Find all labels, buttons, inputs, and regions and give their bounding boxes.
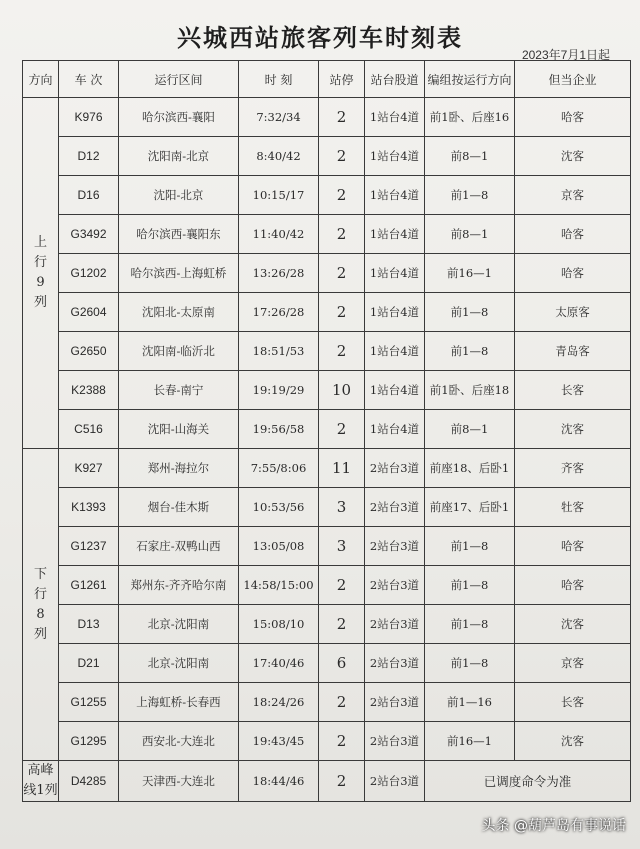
direction-label-part: 上 bbox=[33, 235, 47, 250]
operator-company: 哈客 bbox=[515, 566, 631, 605]
stop-minutes: 2 bbox=[319, 722, 365, 761]
direction-label-part: 9 bbox=[36, 275, 45, 290]
route-cell: 郑州-海拉尔 bbox=[119, 449, 239, 488]
route-cell: 沈阳北-太原南 bbox=[119, 293, 239, 332]
stop-minutes: 3 bbox=[319, 527, 365, 566]
platform-track: 1站台4道 bbox=[365, 332, 425, 371]
timetable bbox=[22, 60, 631, 802]
route-cell: 天津西-大连北 bbox=[119, 761, 239, 802]
formation-cell: 前1卧、后座16 bbox=[425, 98, 515, 137]
train-number: D16 bbox=[59, 176, 119, 215]
time-cell: 11:40/42 bbox=[239, 215, 319, 254]
stop-minutes: 2 bbox=[319, 605, 365, 644]
table-row bbox=[23, 254, 631, 293]
platform-track: 2站台3道 bbox=[365, 488, 425, 527]
direction-label-part: 8 bbox=[36, 606, 45, 622]
direction-label-part: 列 bbox=[33, 626, 47, 642]
page-title: 兴城西站旅客列车时刻表 bbox=[177, 23, 463, 52]
direction-cell bbox=[23, 449, 59, 761]
platform-track: 2站台3道 bbox=[365, 761, 425, 802]
train-number: G1237 bbox=[59, 527, 119, 566]
operator-company: 青岛客 bbox=[515, 332, 631, 371]
formation-cell: 前1—8 bbox=[425, 644, 515, 683]
time-cell: 10:53/56 bbox=[239, 488, 319, 527]
route-cell: 北京-沈阳南 bbox=[119, 644, 239, 683]
platform-track: 2站台3道 bbox=[365, 683, 425, 722]
operator-company: 哈客 bbox=[515, 254, 631, 293]
stop-minutes: 2 bbox=[319, 137, 365, 176]
formation-cell: 前16—1 bbox=[425, 254, 515, 293]
platform-track: 1站台4道 bbox=[365, 176, 425, 215]
stop-minutes: 2 bbox=[319, 254, 365, 293]
stop-minutes: 2 bbox=[319, 176, 365, 215]
route-cell: 沈阳-山海关 bbox=[119, 410, 239, 449]
table-row bbox=[23, 293, 631, 332]
formation-cell: 前1—8 bbox=[425, 566, 515, 605]
train-number: K2388 bbox=[59, 371, 119, 410]
stop-minutes: 2 bbox=[319, 98, 365, 137]
route-cell: 哈尔滨西-上海虹桥 bbox=[119, 254, 239, 293]
table-row bbox=[23, 683, 631, 722]
time-cell: 8:40/42 bbox=[239, 137, 319, 176]
formation-cell: 前1—8 bbox=[425, 527, 515, 566]
table-row bbox=[23, 410, 631, 449]
route-cell: 长春-南宁 bbox=[119, 371, 239, 410]
time-cell: 15:08/10 bbox=[239, 605, 319, 644]
dispatch-note: 已调度命令为准 bbox=[425, 761, 631, 802]
stop-minutes: 3 bbox=[319, 488, 365, 527]
operator-company: 牡客 bbox=[515, 488, 631, 527]
route-cell: 哈尔滨西-襄阳 bbox=[119, 98, 239, 137]
train-number: D4285 bbox=[59, 761, 119, 802]
time-cell: 13:05/08 bbox=[239, 527, 319, 566]
operator-company: 沈客 bbox=[515, 410, 631, 449]
stop-minutes: 2 bbox=[319, 410, 365, 449]
time-cell: 13:26/28 bbox=[239, 254, 319, 293]
operator-company: 齐客 bbox=[515, 449, 631, 488]
col-header-formation: 编组按运行方向 bbox=[425, 61, 515, 98]
train-number: G2604 bbox=[59, 293, 119, 332]
table-row bbox=[23, 215, 631, 254]
route-cell: 沈阳-北京 bbox=[119, 176, 239, 215]
train-number: G2650 bbox=[59, 332, 119, 371]
table-row bbox=[23, 527, 631, 566]
route-cell: 沈阳南-临沂北 bbox=[119, 332, 239, 371]
col-header-direction: 方向 bbox=[23, 61, 59, 98]
route-cell: 烟台-佳木斯 bbox=[119, 488, 239, 527]
stop-minutes: 2 bbox=[319, 293, 365, 332]
platform-track: 1站台4道 bbox=[365, 137, 425, 176]
route-cell: 郑州东-齐齐哈尔南 bbox=[119, 566, 239, 605]
effective-date: 2023年7月1日起 bbox=[521, 48, 610, 62]
platform-track: 2站台3道 bbox=[365, 644, 425, 683]
stop-minutes: 2 bbox=[319, 566, 365, 605]
operator-company: 太原客 bbox=[515, 293, 631, 332]
formation-cell: 前座18、后卧1 bbox=[425, 449, 515, 488]
table-row bbox=[23, 644, 631, 683]
table-row bbox=[23, 332, 631, 371]
train-number: G1261 bbox=[59, 566, 119, 605]
stop-minutes: 2 bbox=[319, 761, 365, 802]
platform-track: 2站台3道 bbox=[365, 449, 425, 488]
time-cell: 19:19/29 bbox=[239, 371, 319, 410]
table-row bbox=[23, 722, 631, 761]
formation-cell: 前1—16 bbox=[425, 683, 515, 722]
time-cell: 18:44/46 bbox=[239, 761, 319, 802]
table-row bbox=[23, 488, 631, 527]
time-cell: 14:58/15:00 bbox=[239, 566, 319, 605]
time-cell: 7:32/34 bbox=[239, 98, 319, 137]
direction-label-part: 高峰 bbox=[27, 763, 54, 778]
platform-track: 1站台4道 bbox=[365, 293, 425, 332]
col-header-platform: 站台股道 bbox=[365, 61, 425, 98]
time-cell: 17:26/28 bbox=[239, 293, 319, 332]
platform-track: 1站台4道 bbox=[365, 254, 425, 293]
route-cell: 北京-沈阳南 bbox=[119, 605, 239, 644]
table-row bbox=[23, 98, 631, 137]
formation-cell: 前1—8 bbox=[425, 332, 515, 371]
stop-minutes: 11 bbox=[319, 449, 365, 488]
platform-track: 2站台3道 bbox=[365, 527, 425, 566]
time-cell: 10:15/17 bbox=[239, 176, 319, 215]
table-row bbox=[23, 137, 631, 176]
formation-cell: 前16—1 bbox=[425, 722, 515, 761]
train-number: G1202 bbox=[59, 254, 119, 293]
route-cell: 石家庄-双鸭山西 bbox=[119, 527, 239, 566]
time-cell: 7:55/8:06 bbox=[239, 449, 319, 488]
col-header-time: 时 刻 bbox=[239, 61, 319, 98]
table-row bbox=[23, 371, 631, 410]
formation-cell: 前1—8 bbox=[425, 605, 515, 644]
table-row bbox=[23, 761, 631, 802]
table-row bbox=[23, 449, 631, 488]
operator-company: 沈客 bbox=[515, 137, 631, 176]
train-number: G3492 bbox=[59, 215, 119, 254]
stop-minutes: 2 bbox=[319, 683, 365, 722]
operator-company: 哈客 bbox=[515, 527, 631, 566]
operator-company: 哈客 bbox=[515, 98, 631, 137]
stop-minutes: 10 bbox=[319, 371, 365, 410]
time-cell: 19:43/45 bbox=[239, 722, 319, 761]
table-row bbox=[23, 566, 631, 605]
train-number: K976 bbox=[59, 98, 119, 137]
route-cell: 上海虹桥-长春西 bbox=[119, 683, 239, 722]
time-cell: 18:24/26 bbox=[239, 683, 319, 722]
train-number: D21 bbox=[59, 644, 119, 683]
operator-company: 沈客 bbox=[515, 605, 631, 644]
time-cell: 18:51/53 bbox=[239, 332, 319, 371]
platform-track: 2站台3道 bbox=[365, 566, 425, 605]
platform-track: 1站台4道 bbox=[365, 410, 425, 449]
train-number: K1393 bbox=[59, 488, 119, 527]
route-cell: 西安北-大连北 bbox=[119, 722, 239, 761]
direction-cell bbox=[23, 98, 59, 449]
train-number: G1255 bbox=[59, 683, 119, 722]
train-number: C516 bbox=[59, 410, 119, 449]
train-number: D12 bbox=[59, 137, 119, 176]
header-row bbox=[23, 61, 631, 98]
operator-company: 京客 bbox=[515, 644, 631, 683]
train-number: G1295 bbox=[59, 722, 119, 761]
direction-label-part: 下 bbox=[33, 566, 47, 582]
train-number: D13 bbox=[59, 605, 119, 644]
direction-label-part: 行 bbox=[33, 586, 47, 602]
formation-cell: 前1—8 bbox=[425, 293, 515, 332]
route-cell: 沈阳南-北京 bbox=[119, 137, 239, 176]
operator-company: 长客 bbox=[515, 371, 631, 410]
stop-minutes: 2 bbox=[319, 332, 365, 371]
direction-label-part: 线1列 bbox=[23, 783, 58, 798]
time-cell: 17:40/46 bbox=[239, 644, 319, 683]
formation-cell: 前8—1 bbox=[425, 215, 515, 254]
direction-cell bbox=[23, 761, 59, 802]
platform-track: 1站台4道 bbox=[365, 371, 425, 410]
col-header-route: 运行区间 bbox=[119, 61, 239, 98]
formation-cell: 前1—8 bbox=[425, 176, 515, 215]
operator-company: 长客 bbox=[515, 683, 631, 722]
col-header-company: 但当企业 bbox=[515, 61, 631, 98]
table-row bbox=[23, 605, 631, 644]
table-row bbox=[23, 176, 631, 215]
operator-company: 哈客 bbox=[515, 215, 631, 254]
direction-label-part: 列 bbox=[33, 295, 47, 310]
platform-track: 2站台3道 bbox=[365, 722, 425, 761]
formation-cell: 前8—1 bbox=[425, 137, 515, 176]
route-cell: 哈尔滨西-襄阳东 bbox=[119, 215, 239, 254]
train-number: K927 bbox=[59, 449, 119, 488]
stop-minutes: 6 bbox=[319, 644, 365, 683]
col-header-stop: 站停 bbox=[319, 61, 365, 98]
watermark: 头条 @葫芦岛有事说话 bbox=[481, 818, 626, 834]
formation-cell: 前8—1 bbox=[425, 410, 515, 449]
operator-company: 京客 bbox=[515, 176, 631, 215]
stop-minutes: 2 bbox=[319, 215, 365, 254]
platform-track: 1站台4道 bbox=[365, 215, 425, 254]
time-cell: 19:56/58 bbox=[239, 410, 319, 449]
platform-track: 1站台4道 bbox=[365, 98, 425, 137]
formation-cell: 前座17、后卧1 bbox=[425, 488, 515, 527]
operator-company: 沈客 bbox=[515, 722, 631, 761]
formation-cell: 前1卧、后座18 bbox=[425, 371, 515, 410]
platform-track: 2站台3道 bbox=[365, 605, 425, 644]
col-header-train: 车 次 bbox=[59, 61, 119, 98]
direction-label-part: 行 bbox=[33, 255, 47, 270]
